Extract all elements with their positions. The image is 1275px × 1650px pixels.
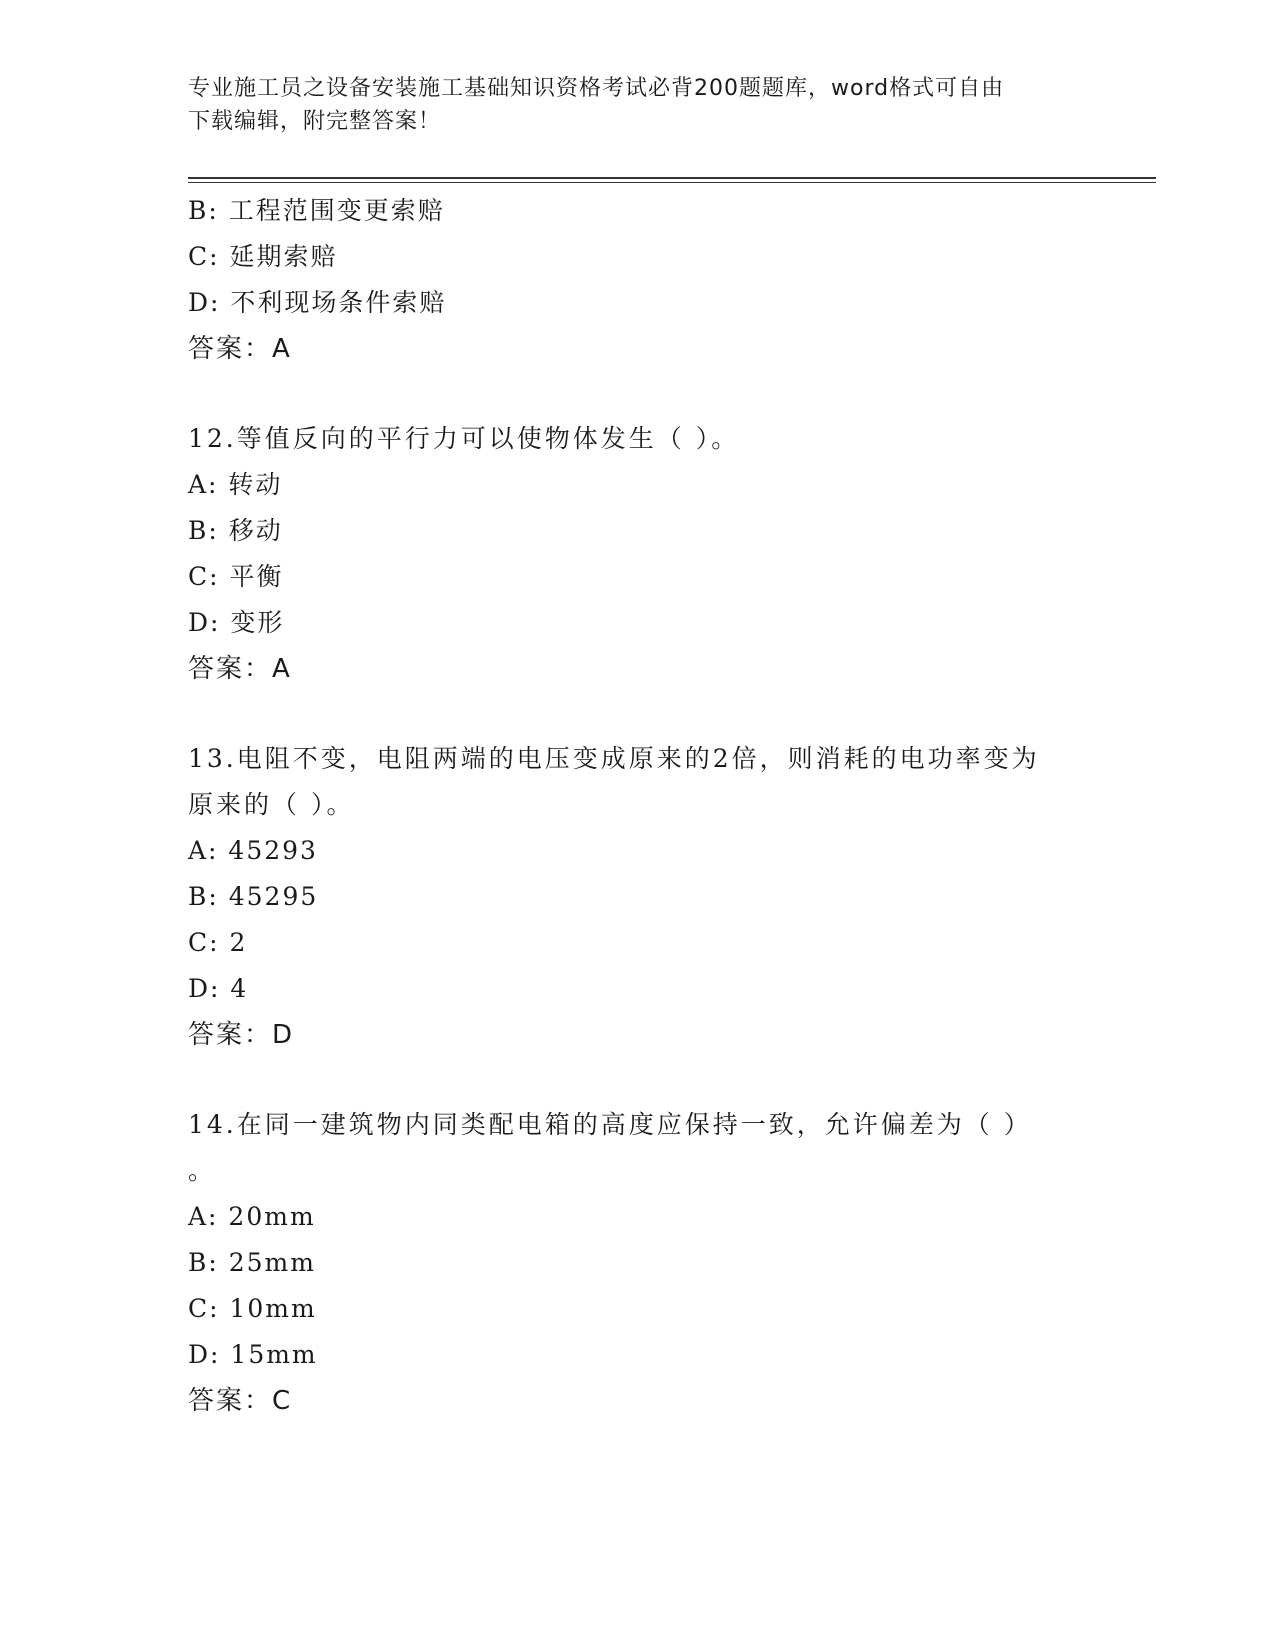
option-a: A: 转动 [188, 470, 283, 499]
option-d: D: 变形 [188, 608, 285, 637]
option-d: D: 4 [188, 974, 249, 1003]
header-title-line2: 下载编辑，附完整答案！ [188, 109, 442, 134]
answer: 答案：A [188, 334, 292, 364]
option-c: C: 2 [188, 928, 248, 957]
option-b: B: 移动 [188, 516, 283, 545]
header-title-line1: 专业施工员之设备安装施工基础知识资格考试必背200题题库，word格式可自由 [188, 76, 1005, 101]
answer: 答案：D [188, 1020, 295, 1050]
question-12 [188, 416, 1088, 692]
header-divider-thin [188, 182, 1156, 183]
answer: 答案：C [188, 1386, 293, 1416]
question-13 [188, 736, 1088, 1058]
option-d: D: 不利现场条件索赔 [188, 288, 447, 317]
option-d: D: 15mm [188, 1340, 318, 1369]
document-header [188, 72, 1068, 138]
question-11 [188, 188, 1088, 372]
spacer [188, 372, 1088, 416]
option-c: C: 延期索赔 [188, 242, 338, 271]
answer: 答案：A [188, 654, 292, 684]
option-a: A: 45293 [188, 836, 318, 865]
question-text-line2: 。 [188, 1156, 217, 1185]
question-text-line1: 13.电阻不变，电阻两端的电压变成原来的2倍，则消耗的电功率变为 [188, 744, 1040, 773]
spacer [188, 1058, 1088, 1102]
option-b: B: 25mm [188, 1248, 316, 1277]
option-c: C: 10mm [188, 1294, 317, 1323]
option-b: B: 45295 [188, 882, 319, 911]
option-c: C: 平衡 [188, 562, 284, 591]
spacer [188, 692, 1088, 736]
question-text-line2: 原来的（ ）。 [188, 790, 355, 819]
question-14 [188, 1102, 1088, 1424]
option-a: A: 20mm [188, 1202, 316, 1231]
option-b: B: 工程范围变更索赔 [188, 196, 445, 225]
header-divider-thick [188, 177, 1156, 179]
question-text-line1: 14.在同一建筑物内同类配电箱的高度应保持一致，允许偏差为（ ） [188, 1110, 1032, 1139]
document-body [188, 188, 1088, 1424]
question-text: 12.等值反向的平行力可以使物体发生（ ）。 [188, 424, 740, 453]
